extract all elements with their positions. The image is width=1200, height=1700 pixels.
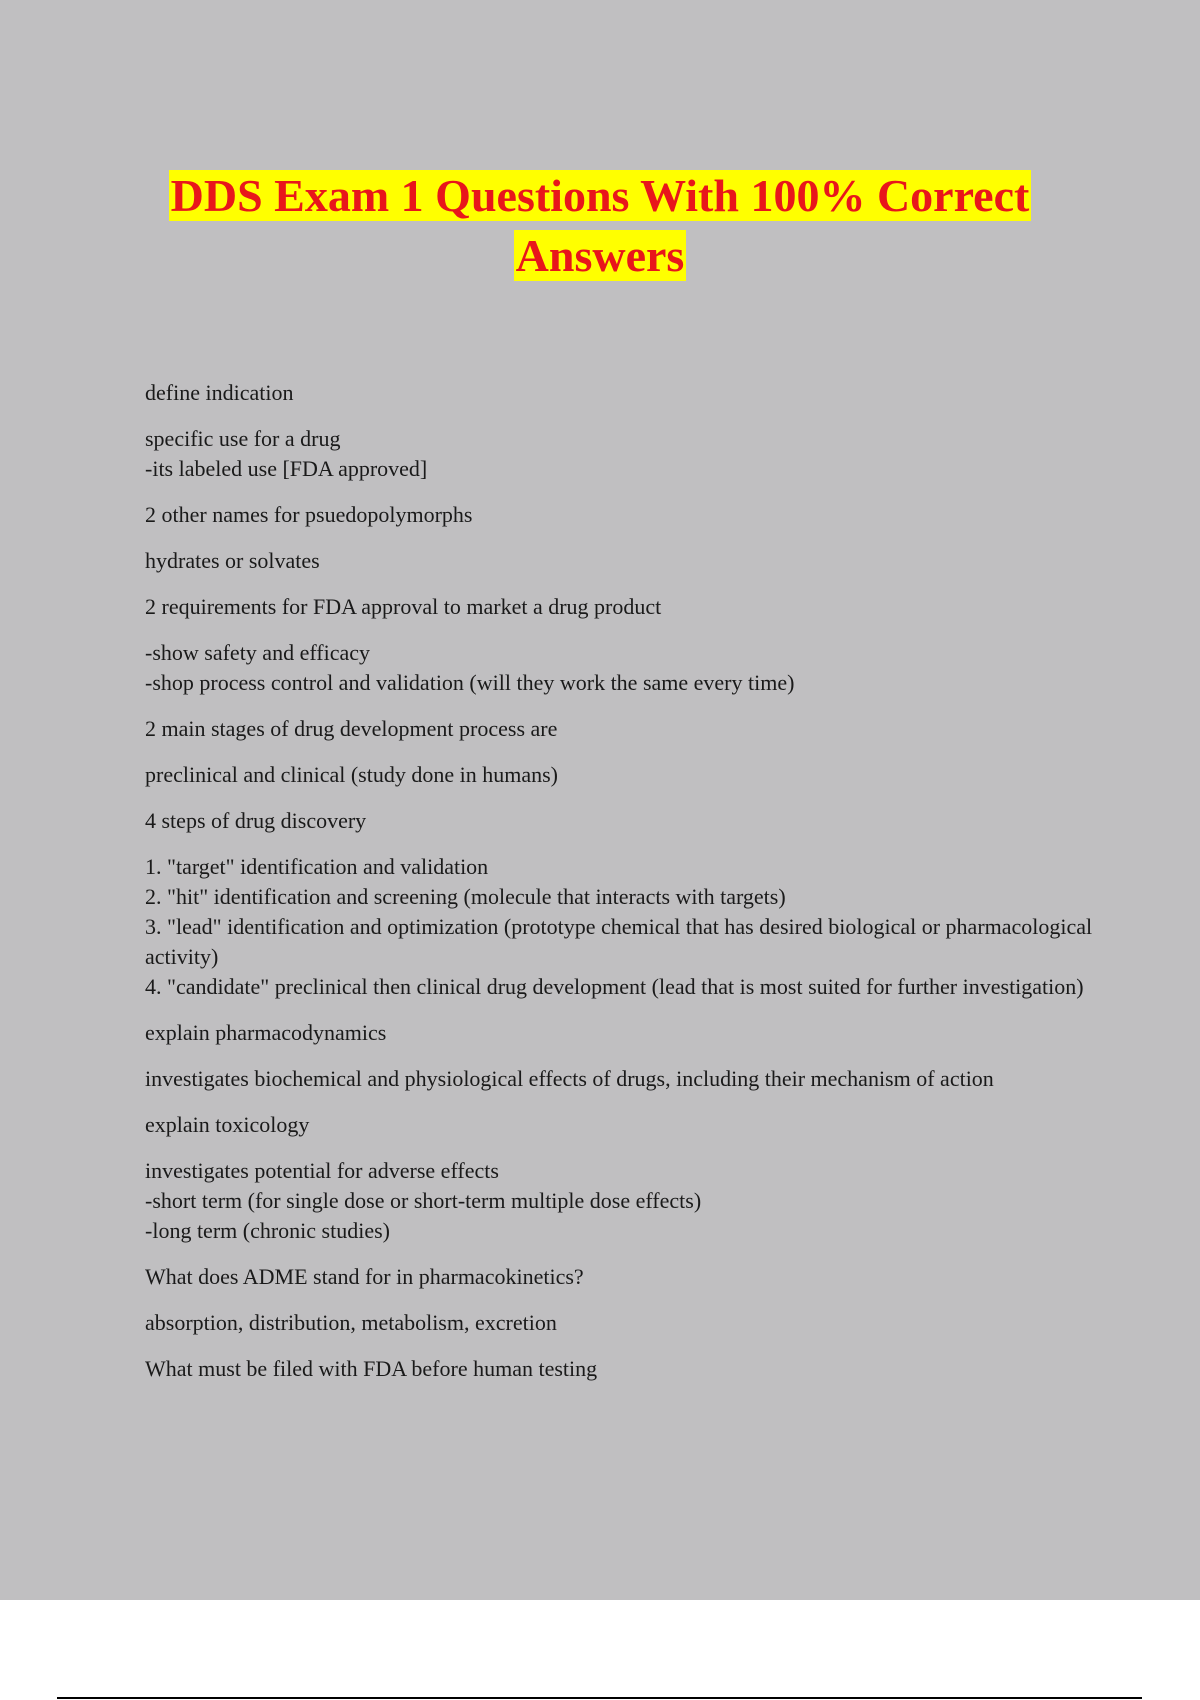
- question-text: What does ADME stand for in pharmacokinetics?: [145, 1264, 584, 1289]
- question-text: 2 requirements for FDA approval to market a drug product: [145, 594, 662, 619]
- question-text: What must be filed with FDA before human testing: [145, 1356, 598, 1381]
- question-text: 2 other names for psuedopolymorphs: [145, 502, 473, 527]
- answer-text: preclinical and clinical (study done in humans): [145, 762, 558, 787]
- question-text: 2 main stages of drug development process are: [145, 716, 558, 741]
- question-text: define indication: [145, 380, 294, 405]
- answer-text: 1. "target" identification and validation 2. "hit" identification and screening (molecule that interacts with targets) 3. "lead" identification and optimization (prototype chemical that has desired biological or pharmacological activity) 4. "candidate" preclinical then clinical drug development (lead that is most suited for further investigation): [145, 854, 1093, 999]
- answer-text: absorption, distribution, metabolism, excretion: [145, 1310, 557, 1335]
- title-line-2: Answers: [515, 230, 685, 281]
- answer-text: specific use for a drug -its labeled use [FDA approved]: [145, 426, 428, 481]
- title-line-1: DDS Exam 1 Questions With 100% Correct: [170, 170, 1030, 221]
- answer-text: investigates biochemical and physiological effects of drugs, including their mechanism of action: [145, 1066, 994, 1091]
- answer-text: investigates potential for adverse effects -short term (for single dose or short-term multiple dose effects) -long term (chronic studies): [145, 1158, 702, 1243]
- document-body: [145, 378, 1095, 1400]
- answer-text: -show safety and efficacy -shop process control and validation (will they work the same every time): [145, 640, 795, 695]
- document-title: [0, 166, 1200, 286]
- question-text: explain toxicology: [145, 1112, 310, 1137]
- answer-text: hydrates or solvates: [145, 548, 320, 573]
- question-text: explain pharmacodynamics: [145, 1020, 387, 1045]
- question-text: 4 steps of drug discovery: [145, 808, 367, 833]
- footer-divider: [57, 1697, 1142, 1699]
